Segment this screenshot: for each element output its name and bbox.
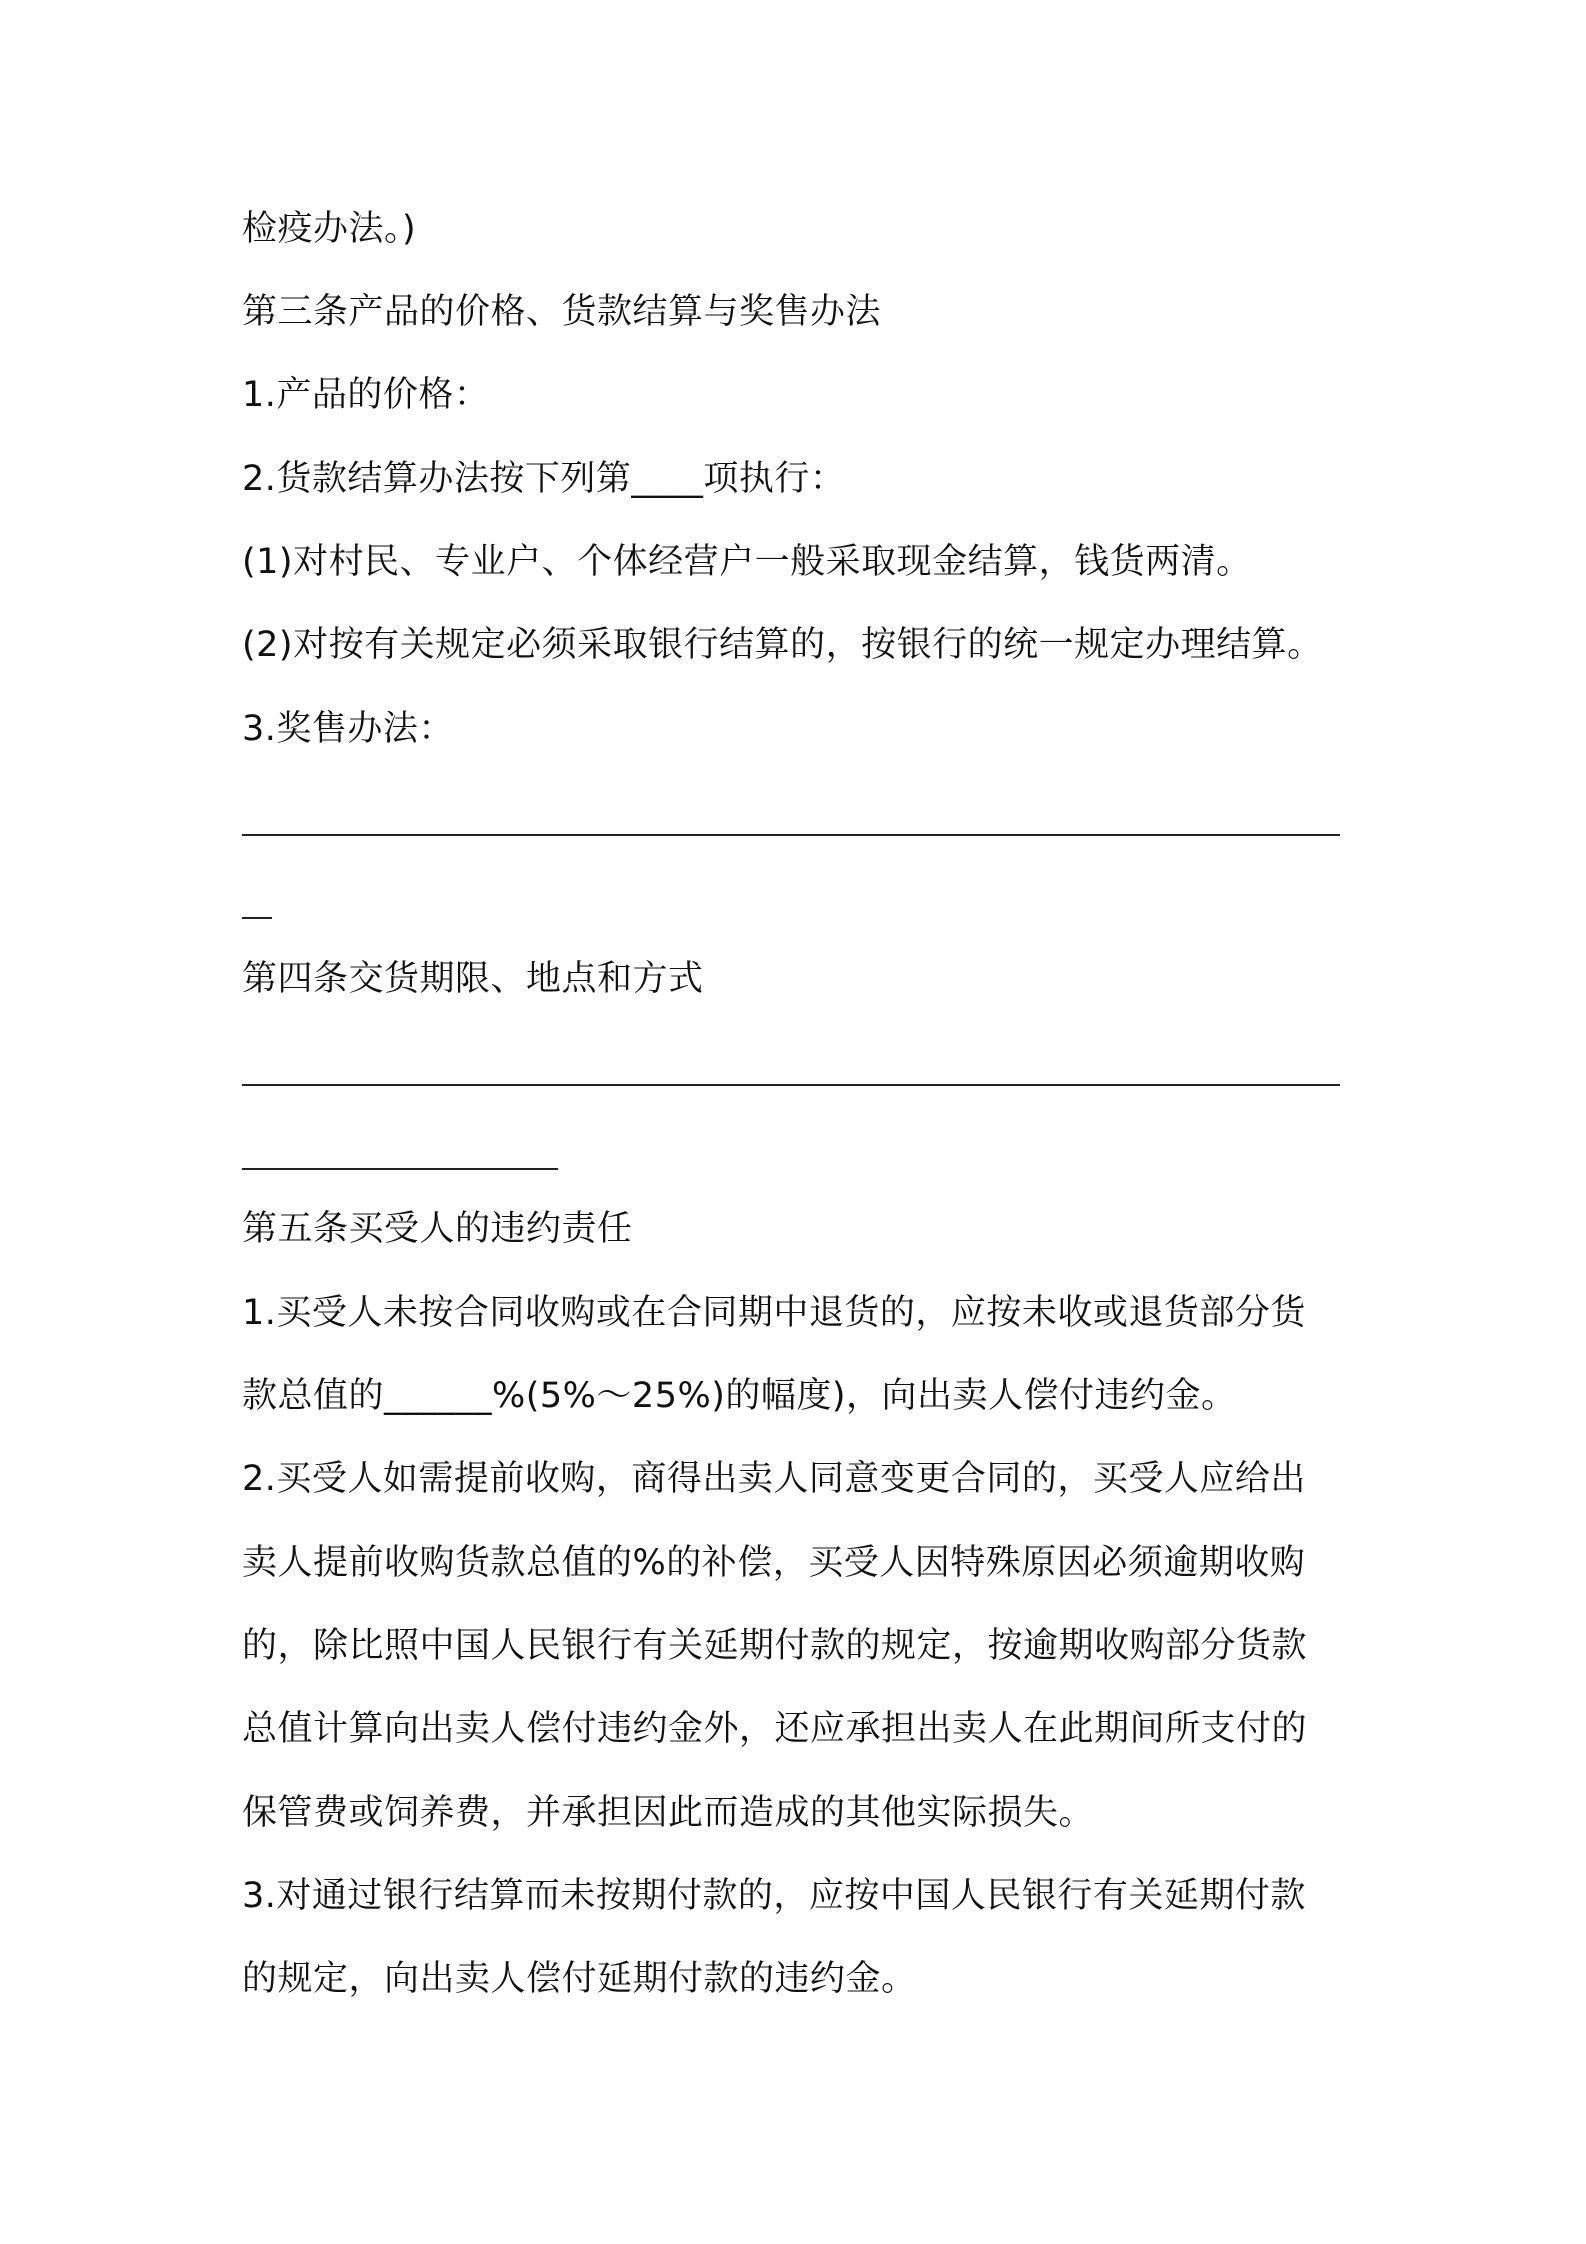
text-line: (1)对村民、专业户、个体经营户一般采取现金结算，钱货两清。 <box>242 542 1252 582</box>
text-line: (2)对按有关规定必须采取银行结算的，按银行的统一规定办理结算。 <box>242 625 1323 665</box>
text-line: 总值计算向出卖人偿付违约金外，还应承担出卖人在此期间所支付的 <box>242 1709 1308 1749</box>
blank-fill-line <box>242 1084 1340 1086</box>
text-line: 款总值的______%(5%～25%)的幅度)，向出卖人偿付违约金。 <box>242 1376 1237 1416</box>
text-line: 1.产品的价格： <box>242 375 490 415</box>
text-line: 卖人提前收购货款总值的%的补偿，买受人因特殊原因必须逾期收购 <box>242 1543 1306 1583</box>
text-line: 2.货款结算办法按下列第____项执行： <box>242 459 846 499</box>
text-line: 2.买受人如需提前收购，商得出卖人同意变更合同的，买受人应给出 <box>242 1459 1306 1499</box>
text-line: 检疫办法。) <box>242 209 417 249</box>
article-3-heading: 第三条产品的价格、货款结算与奖售办法 <box>242 292 882 332</box>
text-line: 3.对通过银行结算而未按期付款的，应按中国人民银行有关延期付款 <box>242 1876 1306 1916</box>
text-line: 的，除比照中国人民银行有关延期付款的规定，按逾期收购部分货款 <box>242 1626 1308 1666</box>
blank-fill-line <box>242 1168 558 1170</box>
article-5-heading: 第五条买受人的违约责任 <box>242 1209 633 1249</box>
text-line: 1.买受人未按合同收购或在合同期中退货的，应按未收或退货部分货 <box>242 1293 1306 1333</box>
text-line: 保管费或饲养费，并承担因此而造成的其他实际损失。 <box>242 1793 1095 1833</box>
text-line: 3.奖售办法： <box>242 709 454 749</box>
blank-fill-line <box>242 834 1340 836</box>
text-line: 的规定，向出卖人偿付延期付款的违约金。 <box>242 1959 917 1999</box>
blank-fill-line <box>242 917 272 919</box>
article-4-heading: 第四条交货期限、地点和方式 <box>242 959 704 999</box>
